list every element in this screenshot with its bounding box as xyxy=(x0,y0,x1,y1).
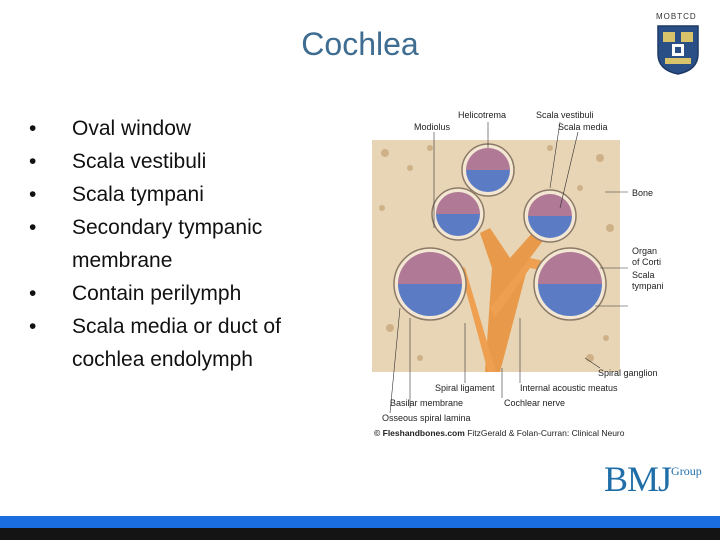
bullet-list xyxy=(26,112,326,376)
label-basilar-membrane: Basilar membrane xyxy=(390,398,464,408)
bullet-item: • Scala media or duct of cochlea endolymph xyxy=(29,315,281,371)
label-internal-acoustic-meatus: Internal acoustic meatus xyxy=(520,383,618,393)
footer-bar-blue xyxy=(0,516,720,528)
label-organ-line1: Organ xyxy=(632,246,658,256)
bullet-item: • Secondary tympanic membrane xyxy=(29,216,263,272)
label-osseous-spiral-lamina: Osseous spiral lamina xyxy=(382,413,471,423)
label-scala-media: Scala media xyxy=(558,122,608,132)
credit-authors: FitzGerald & Folan-Curran: Clinical Neuro xyxy=(467,428,625,438)
label-spiral-ligament: Spiral ligament xyxy=(435,383,495,393)
label-organ-line2: of Corti xyxy=(632,257,662,267)
label-helicotrema: Helicotrema xyxy=(458,110,507,120)
figure-credit xyxy=(374,428,625,438)
label-scala-vestibuli: Scala vestibuli xyxy=(536,110,594,120)
logo-main: BMJ xyxy=(604,459,672,499)
label-cochlear-nerve: Cochlear nerve xyxy=(504,398,566,408)
label-scala-tympani-line1: Scala xyxy=(632,270,655,280)
bullet-item: • Contain perilymph xyxy=(29,282,242,305)
credit-source: © Fleshandbones.com xyxy=(374,428,465,438)
label-spiral-ganglion: Spiral ganglion xyxy=(598,368,658,378)
label-modiolus: Modiolus xyxy=(414,122,451,132)
bullet-item: • Oval window xyxy=(29,117,192,140)
label-bone: Bone xyxy=(632,188,654,198)
slide-title: Cochlea xyxy=(301,26,419,62)
label-scala-tympani-line2: tympani xyxy=(632,281,664,291)
header-tag: MOBTCD xyxy=(656,12,697,21)
bullet-item: • Scala vestibuli xyxy=(29,150,207,173)
logo-sub: Group xyxy=(671,464,702,478)
bullet-item: • Scala tympani xyxy=(29,183,204,206)
bmj-group-logo xyxy=(604,458,702,500)
footer-bar-dark xyxy=(0,528,720,540)
university-crest-icon xyxy=(656,24,700,76)
cochlea-diagram xyxy=(370,108,680,440)
